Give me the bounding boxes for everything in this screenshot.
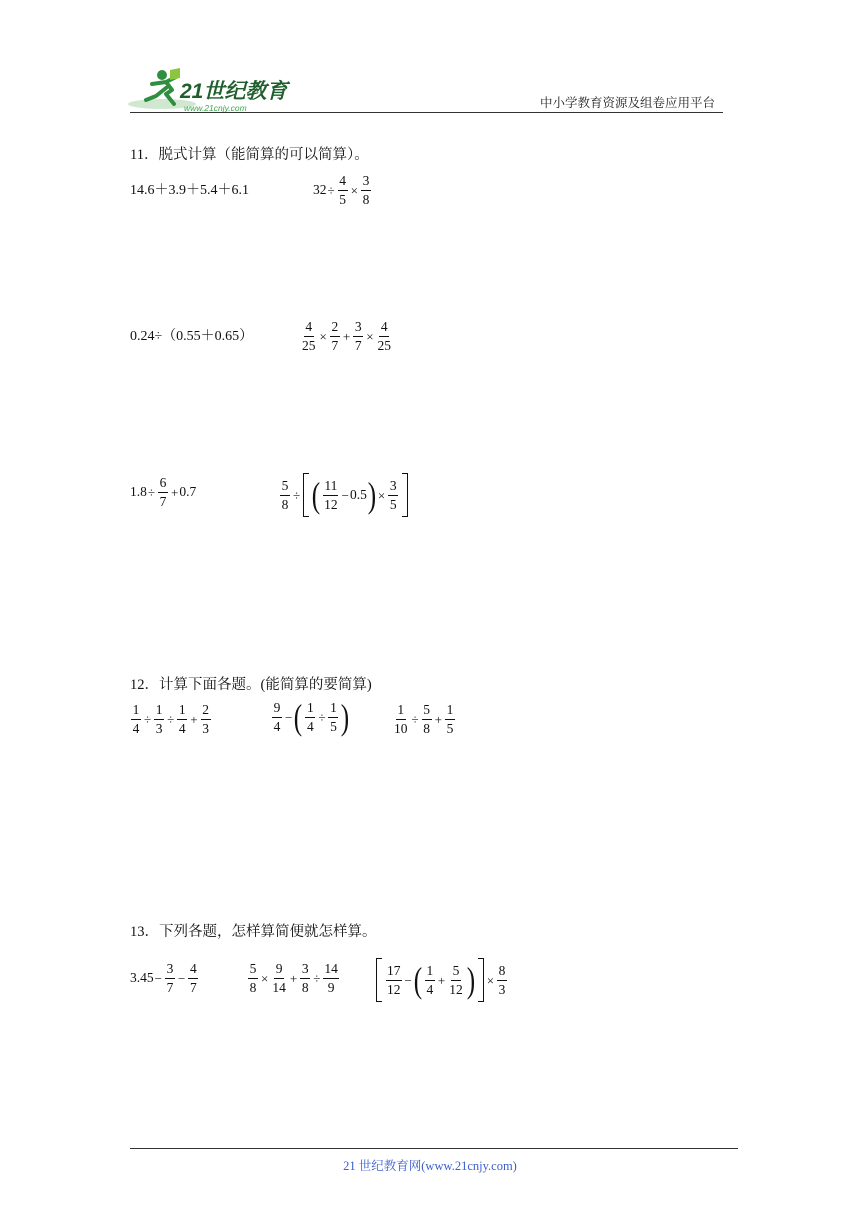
right-parenthesis: )	[341, 697, 350, 737]
operator: −	[341, 487, 349, 503]
numerator: 14	[323, 962, 339, 979]
fraction	[301, 320, 317, 352]
operator: ×	[319, 328, 327, 344]
left-parenthesis: (	[413, 959, 423, 1000]
fraction	[388, 479, 398, 511]
denominator: 10	[394, 720, 408, 736]
numerator: 1	[177, 703, 187, 720]
question-13-heading: 13．下列各题，怎样算简便就怎样算。	[130, 924, 377, 940]
numerator: 1	[154, 703, 164, 720]
right-parenthesis: )	[466, 959, 475, 1000]
denominator: 8	[249, 979, 257, 995]
q11-problem-4	[299, 320, 394, 352]
operator: ×	[486, 972, 495, 988]
fraction	[154, 703, 164, 735]
denominator: 5	[339, 191, 347, 207]
fraction	[497, 964, 507, 996]
platform-title: 中小学教育资源及组卷应用平台	[540, 96, 716, 110]
q13-problem-2	[246, 962, 341, 994]
fraction	[248, 962, 258, 994]
q11-problem-3: 0.24÷（0.55＋0.65）	[130, 329, 254, 344]
numerator: 17	[386, 964, 402, 981]
fraction	[377, 320, 393, 352]
fraction	[272, 701, 282, 733]
fraction	[280, 479, 290, 511]
denominator: 5	[389, 496, 397, 512]
fraction	[338, 174, 348, 206]
q12-problem-3	[391, 703, 457, 735]
numerator: 1	[425, 964, 435, 981]
left-parenthesis: (	[311, 474, 321, 515]
numerator: 3	[165, 962, 175, 979]
fraction	[323, 962, 339, 994]
numerator: 3	[300, 962, 310, 979]
operator: +	[171, 484, 179, 500]
denominator: 4	[273, 718, 281, 734]
numerator: 5	[280, 479, 290, 496]
denominator: 7	[189, 979, 197, 995]
operator: −	[177, 970, 186, 986]
numerator: 4	[379, 320, 389, 337]
operator: −	[404, 972, 412, 988]
denominator: 12	[387, 981, 401, 997]
fraction	[445, 703, 455, 735]
fraction	[330, 320, 340, 352]
numerator: 4	[338, 174, 348, 191]
question-11-heading: 11．脱式计算（能简算的可以简算）。	[130, 147, 369, 163]
term: 32	[313, 182, 327, 198]
numerator: 3	[361, 174, 371, 191]
fraction	[177, 703, 187, 735]
q12-problem-2	[270, 697, 350, 737]
operator: +	[437, 972, 446, 988]
operator: +	[342, 328, 351, 344]
operator: ÷	[313, 970, 321, 986]
q11-problem-5	[130, 476, 196, 508]
numerator: 1	[445, 703, 455, 720]
numerator: 11	[323, 479, 338, 496]
term: 1.8	[130, 484, 147, 500]
denominator: 8	[281, 496, 289, 512]
fraction	[353, 320, 363, 352]
denominator: 8	[301, 979, 309, 995]
operator: ÷	[411, 711, 419, 727]
numerator: 6	[158, 476, 168, 493]
operator: +	[190, 711, 198, 727]
left-bracket	[376, 958, 382, 1002]
header-divider	[130, 112, 723, 113]
fraction	[422, 703, 432, 735]
fraction	[165, 962, 175, 994]
denominator: 8	[423, 720, 431, 736]
fraction	[131, 703, 141, 735]
right-bracket	[402, 473, 408, 517]
numerator: 1	[305, 701, 315, 718]
fraction	[425, 964, 435, 996]
operator: ×	[377, 487, 386, 503]
denominator: 4	[178, 720, 186, 736]
denominator: 4	[426, 981, 434, 997]
logo-text: 21世纪教育	[180, 80, 288, 103]
denominator: 25	[302, 337, 316, 353]
denominator: 7	[159, 493, 167, 509]
denominator: 12	[449, 981, 463, 997]
numerator: 4	[304, 320, 314, 337]
numerator: 1	[396, 703, 406, 720]
denominator: 14	[272, 979, 286, 995]
denominator: 5	[446, 720, 454, 736]
denominator: 7	[354, 337, 362, 353]
numerator: 9	[272, 701, 282, 718]
numerator: 4	[188, 962, 198, 979]
denominator: 3	[155, 720, 163, 736]
fraction	[448, 964, 464, 996]
fraction	[188, 962, 198, 994]
operator: ÷	[293, 487, 301, 503]
fraction	[305, 701, 315, 733]
right-bracket	[478, 958, 484, 1002]
numerator: 5	[248, 962, 258, 979]
denominator: 5	[330, 718, 337, 734]
operator: ÷	[318, 709, 326, 725]
fraction	[201, 703, 211, 735]
numerator: 8	[497, 964, 507, 981]
operator: ×	[350, 182, 358, 198]
term: 0.7	[179, 484, 197, 500]
fraction	[271, 962, 287, 994]
fraction	[328, 701, 338, 733]
fraction	[393, 703, 409, 735]
runner-head-icon	[157, 70, 167, 80]
q13-problem-1	[130, 962, 200, 994]
numerator: 5	[422, 703, 432, 720]
question-12-heading: 12．计算下面各题。(能简算的要简算)	[130, 677, 372, 693]
denominator: 12	[324, 496, 338, 512]
numerator: 9	[274, 962, 284, 979]
operator: ×	[366, 328, 374, 344]
numerator: 2	[330, 320, 340, 337]
fraction	[300, 962, 310, 994]
term: 3.45	[130, 970, 154, 986]
numerator: 1	[328, 701, 338, 718]
q13-problem-3	[374, 958, 509, 1002]
denominator: 7	[166, 979, 174, 995]
denominator: 9	[327, 979, 335, 995]
numerator: 5	[451, 964, 461, 981]
denominator: 3	[498, 981, 506, 997]
operator: ÷	[327, 182, 335, 198]
fraction	[361, 174, 371, 206]
denominator: 25	[377, 337, 392, 353]
operator: ÷	[167, 711, 175, 727]
logo-subtext: www.21cnjy.com	[184, 103, 247, 113]
denominator: 8	[362, 191, 370, 207]
fraction	[323, 479, 339, 511]
q12-problem-1	[129, 703, 213, 735]
numerator: 3	[388, 479, 398, 496]
operator: ÷	[147, 484, 156, 500]
q11-problem-2	[313, 174, 373, 206]
q11-problem-6	[278, 473, 410, 517]
numerator: 3	[353, 320, 363, 337]
operator: ÷	[144, 711, 152, 727]
left-bracket	[303, 473, 309, 517]
site-logo	[122, 66, 297, 116]
fraction	[386, 964, 402, 996]
operator: +	[289, 970, 298, 986]
footer-divider	[130, 1148, 738, 1149]
right-parenthesis: )	[367, 474, 377, 515]
left-parenthesis: (	[294, 697, 303, 737]
operator: −	[285, 709, 293, 725]
operator: −	[154, 970, 162, 986]
operator: ×	[261, 970, 269, 986]
denominator: 4	[132, 720, 140, 736]
denominator: 4	[306, 718, 314, 734]
fraction	[158, 476, 168, 508]
numerator: 1	[131, 703, 141, 720]
term: 0.5	[349, 487, 367, 503]
operator: +	[434, 711, 442, 727]
denominator: 7	[331, 337, 339, 353]
numerator: 2	[201, 703, 211, 720]
footer-link[interactable]: 21 世纪教育网(www.21cnjy.com)	[343, 1159, 517, 1173]
denominator: 3	[202, 720, 209, 736]
q11-problem-1: 14.6＋3.9＋5.4＋6.1	[130, 183, 249, 198]
